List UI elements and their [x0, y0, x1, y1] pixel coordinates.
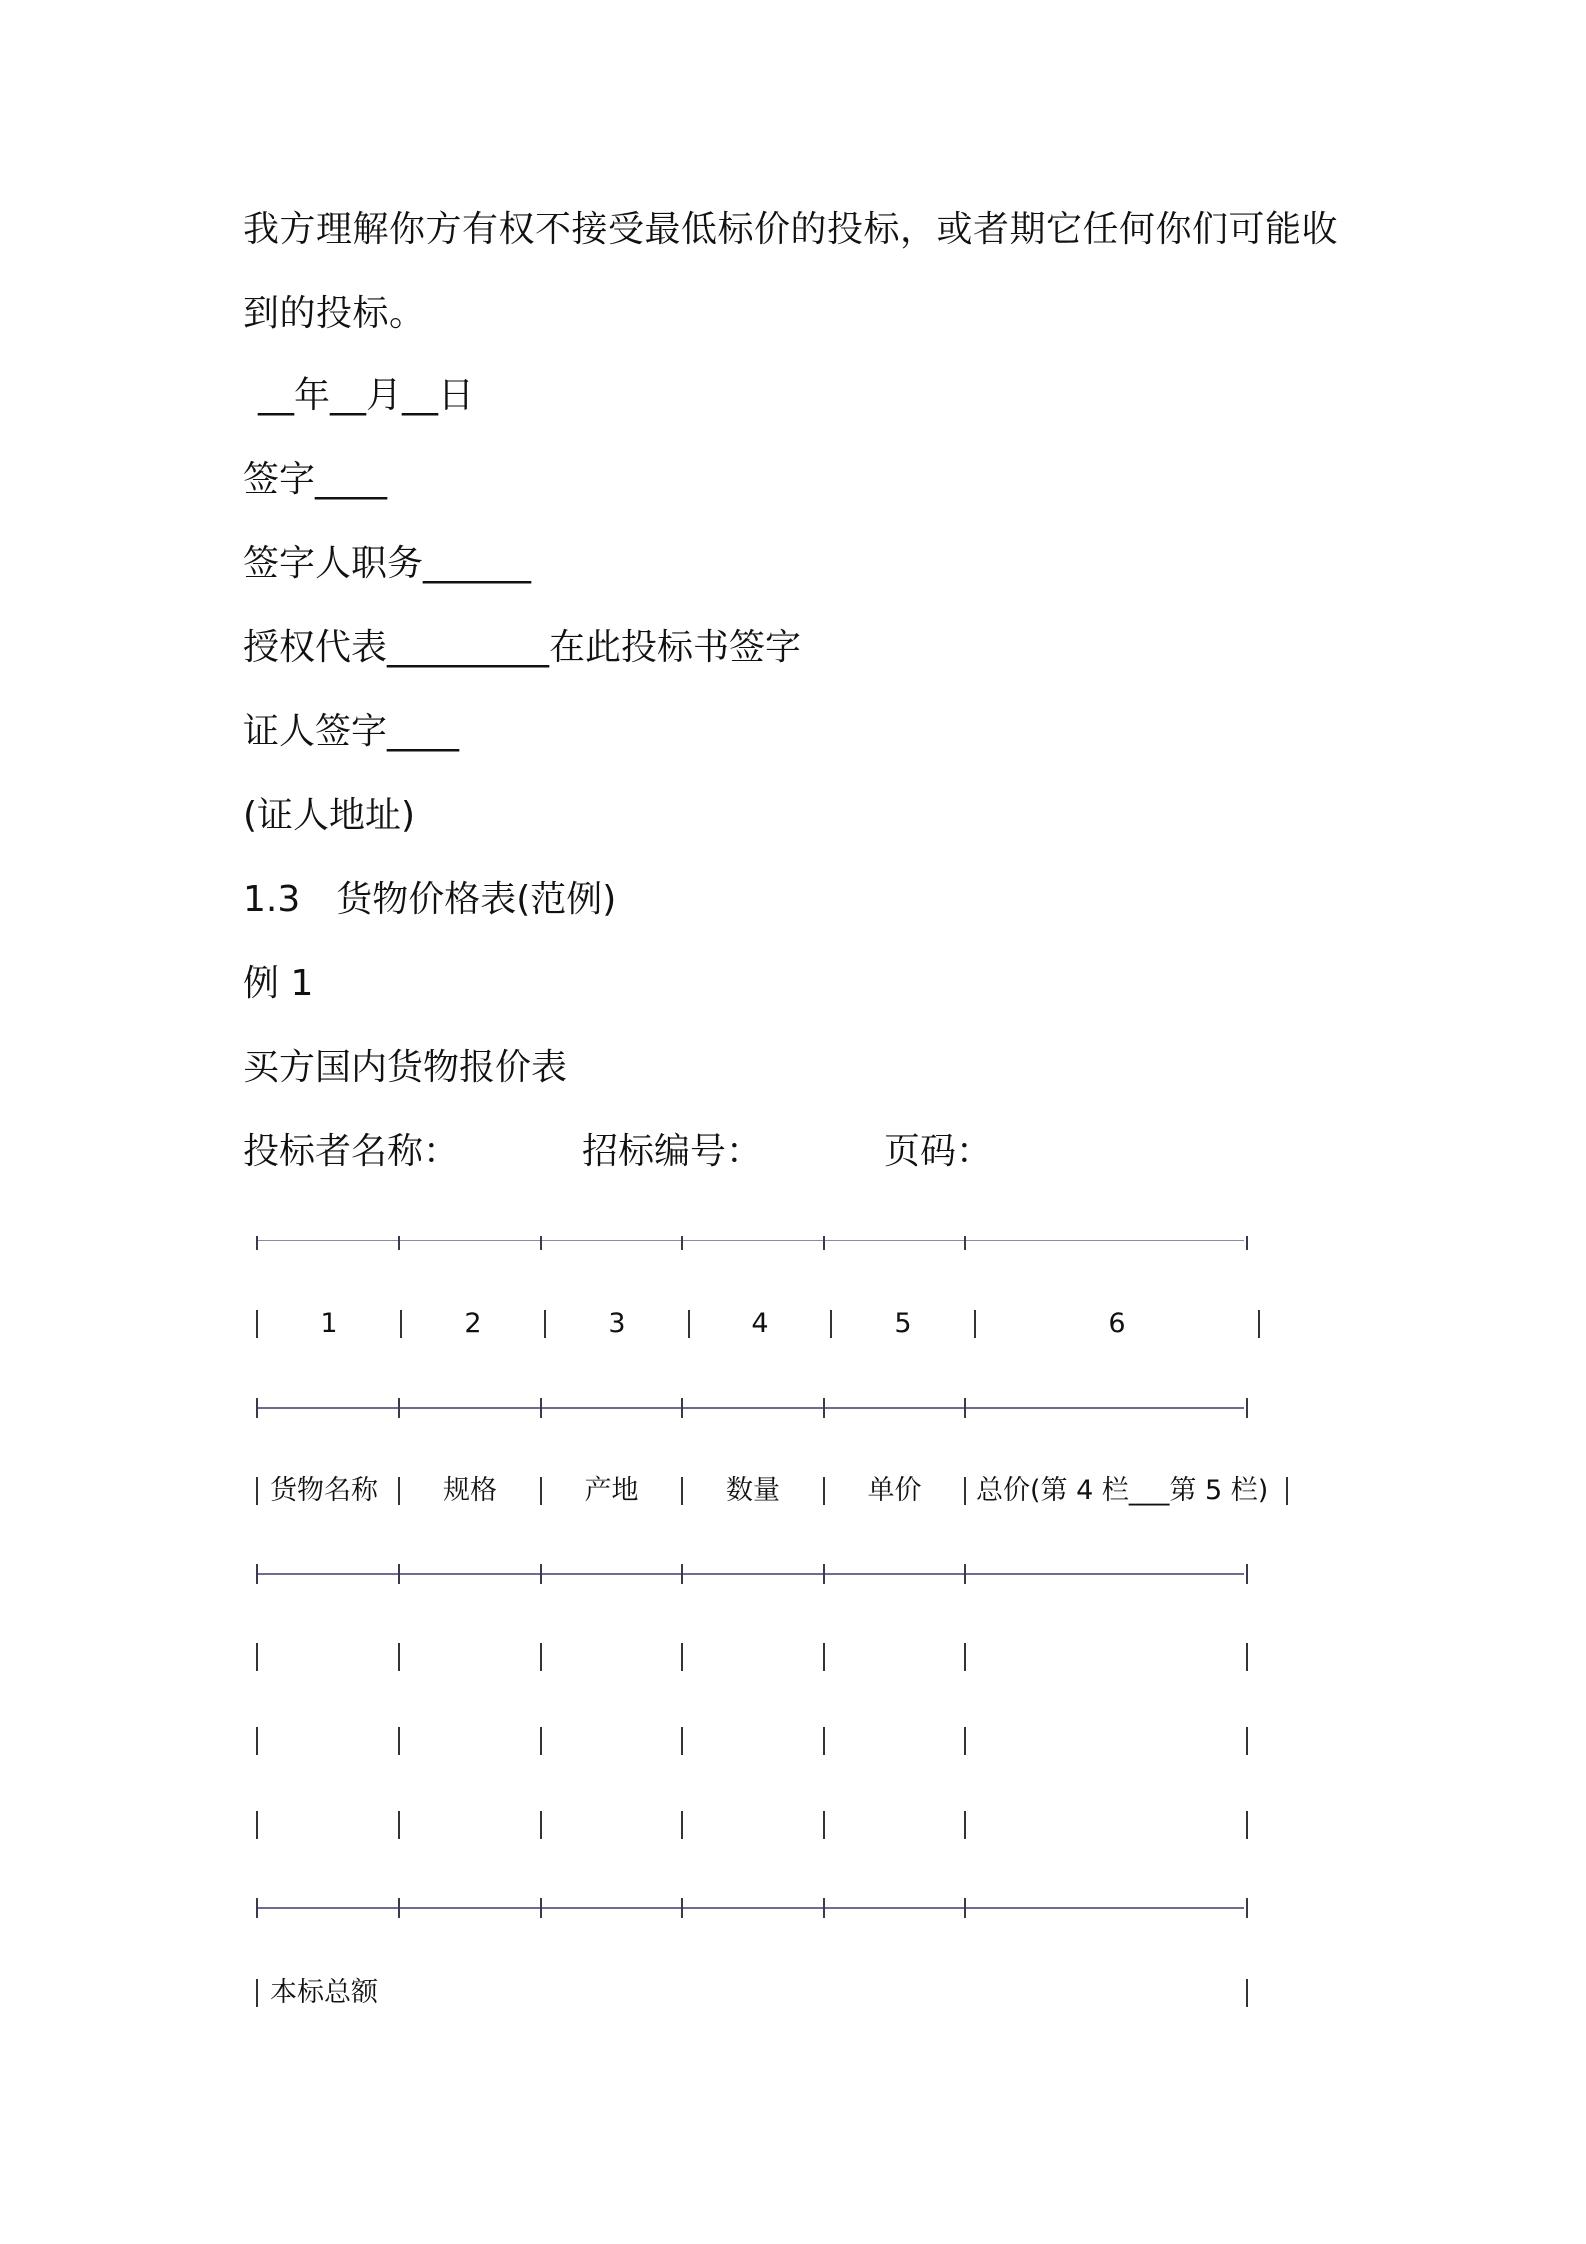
column-number-2: 2	[464, 1308, 482, 1339]
cell-bar	[681, 1811, 683, 1839]
rule-tick	[398, 1564, 400, 1584]
rule-tick	[540, 1236, 542, 1250]
header-goods-name: 货物名称	[270, 1475, 378, 1506]
statement-paragraph: 我方理解你方有权不接受最低标价的投标，或者期它任何你们可能收到的投标。	[243, 209, 1339, 334]
bidder-name-label: 投标者名称：	[243, 1131, 460, 1172]
cell-bar	[964, 1477, 966, 1505]
rule-tick	[823, 1898, 825, 1918]
rule-tick	[964, 1898, 966, 1918]
cell-bar	[823, 1643, 825, 1671]
table-title: 买方国内货物报价表	[243, 1047, 568, 1088]
rule-tick	[681, 1564, 683, 1584]
rule-tick	[823, 1564, 825, 1584]
rule-tick	[964, 1236, 966, 1250]
example-label: 例 1	[243, 963, 314, 1004]
header-origin: 产地	[584, 1475, 639, 1506]
cell-bar	[823, 1811, 825, 1839]
date-line: __年__月__日	[258, 375, 475, 416]
rule-tick	[540, 1398, 542, 1418]
rule-tick	[256, 1898, 258, 1918]
rule-tick	[256, 1564, 258, 1584]
cell-bar	[540, 1727, 542, 1755]
column-number-5: 5	[894, 1308, 912, 1339]
column-number-1: 1	[320, 1308, 338, 1339]
cell-bar	[398, 1727, 400, 1755]
rule-tick	[398, 1398, 400, 1418]
cell-bar	[1258, 1310, 1260, 1338]
cell-bar	[256, 1477, 258, 1505]
cell-bar	[540, 1643, 542, 1671]
column-number-4: 4	[751, 1308, 769, 1339]
rule-tick	[1246, 1564, 1248, 1584]
cell-bar	[256, 1979, 258, 2007]
cell-bar	[256, 1727, 258, 1755]
cell-bar	[256, 1811, 258, 1839]
rule-tick	[681, 1398, 683, 1418]
witness-signature-line: 证人签字____	[243, 711, 460, 752]
cell-bar	[964, 1643, 966, 1671]
rule-tick	[1246, 1398, 1248, 1418]
cell-bar	[1246, 1727, 1248, 1755]
total-amount-label: 本标总额	[270, 1977, 378, 2008]
column-number-6: 6	[1108, 1308, 1126, 1339]
rule-tick	[398, 1236, 400, 1250]
rule-tick	[1246, 1236, 1248, 1250]
rule-tick	[540, 1898, 542, 1918]
bid-number-label: 招标编号：	[582, 1131, 763, 1172]
cell-bar	[1246, 1643, 1248, 1671]
cell-bar	[1246, 1811, 1248, 1839]
table-rule	[256, 1573, 1244, 1575]
signature-line: 签字____	[243, 459, 388, 500]
rule-tick	[964, 1564, 966, 1584]
page-number-label: 页码：	[884, 1131, 993, 1172]
rule-tick	[681, 1898, 683, 1918]
rule-tick	[256, 1236, 258, 1250]
header-quantity: 数量	[726, 1475, 780, 1506]
cell-bar	[823, 1727, 825, 1755]
cell-bar	[256, 1643, 258, 1671]
cell-bar	[398, 1643, 400, 1671]
section-heading: 1.3 货物价格表(范例)	[243, 879, 617, 920]
signer-title-line: 签字人职务______	[243, 543, 532, 584]
cell-bar	[398, 1811, 400, 1839]
rule-tick	[540, 1564, 542, 1584]
rule-tick	[823, 1236, 825, 1250]
rule-tick	[1246, 1898, 1248, 1918]
cell-bar	[681, 1727, 683, 1755]
cell-bar	[1286, 1477, 1288, 1505]
header-specification: 规格	[443, 1475, 497, 1506]
authorized-rep-line: 授权代表_________在此投标书签字	[243, 627, 802, 668]
rule-tick	[823, 1398, 825, 1418]
rule-tick	[398, 1898, 400, 1918]
table-rule	[256, 1907, 1244, 1909]
cell-bar	[681, 1643, 683, 1671]
rule-tick	[256, 1398, 258, 1418]
cell-bar	[964, 1811, 966, 1839]
column-number-3: 3	[608, 1308, 626, 1339]
cell-bar	[964, 1727, 966, 1755]
cell-bar	[1246, 1979, 1248, 2007]
header-total-price: 总价(第 4 栏___第 5 栏)	[976, 1475, 1269, 1506]
rule-tick	[964, 1398, 966, 1418]
table-rule-top	[256, 1240, 1244, 1241]
rule-tick	[681, 1236, 683, 1250]
witness-address-line: (证人地址)	[243, 795, 416, 836]
table-rule	[256, 1407, 1244, 1409]
header-unit-price: 单价	[867, 1475, 922, 1506]
cell-bar	[540, 1811, 542, 1839]
